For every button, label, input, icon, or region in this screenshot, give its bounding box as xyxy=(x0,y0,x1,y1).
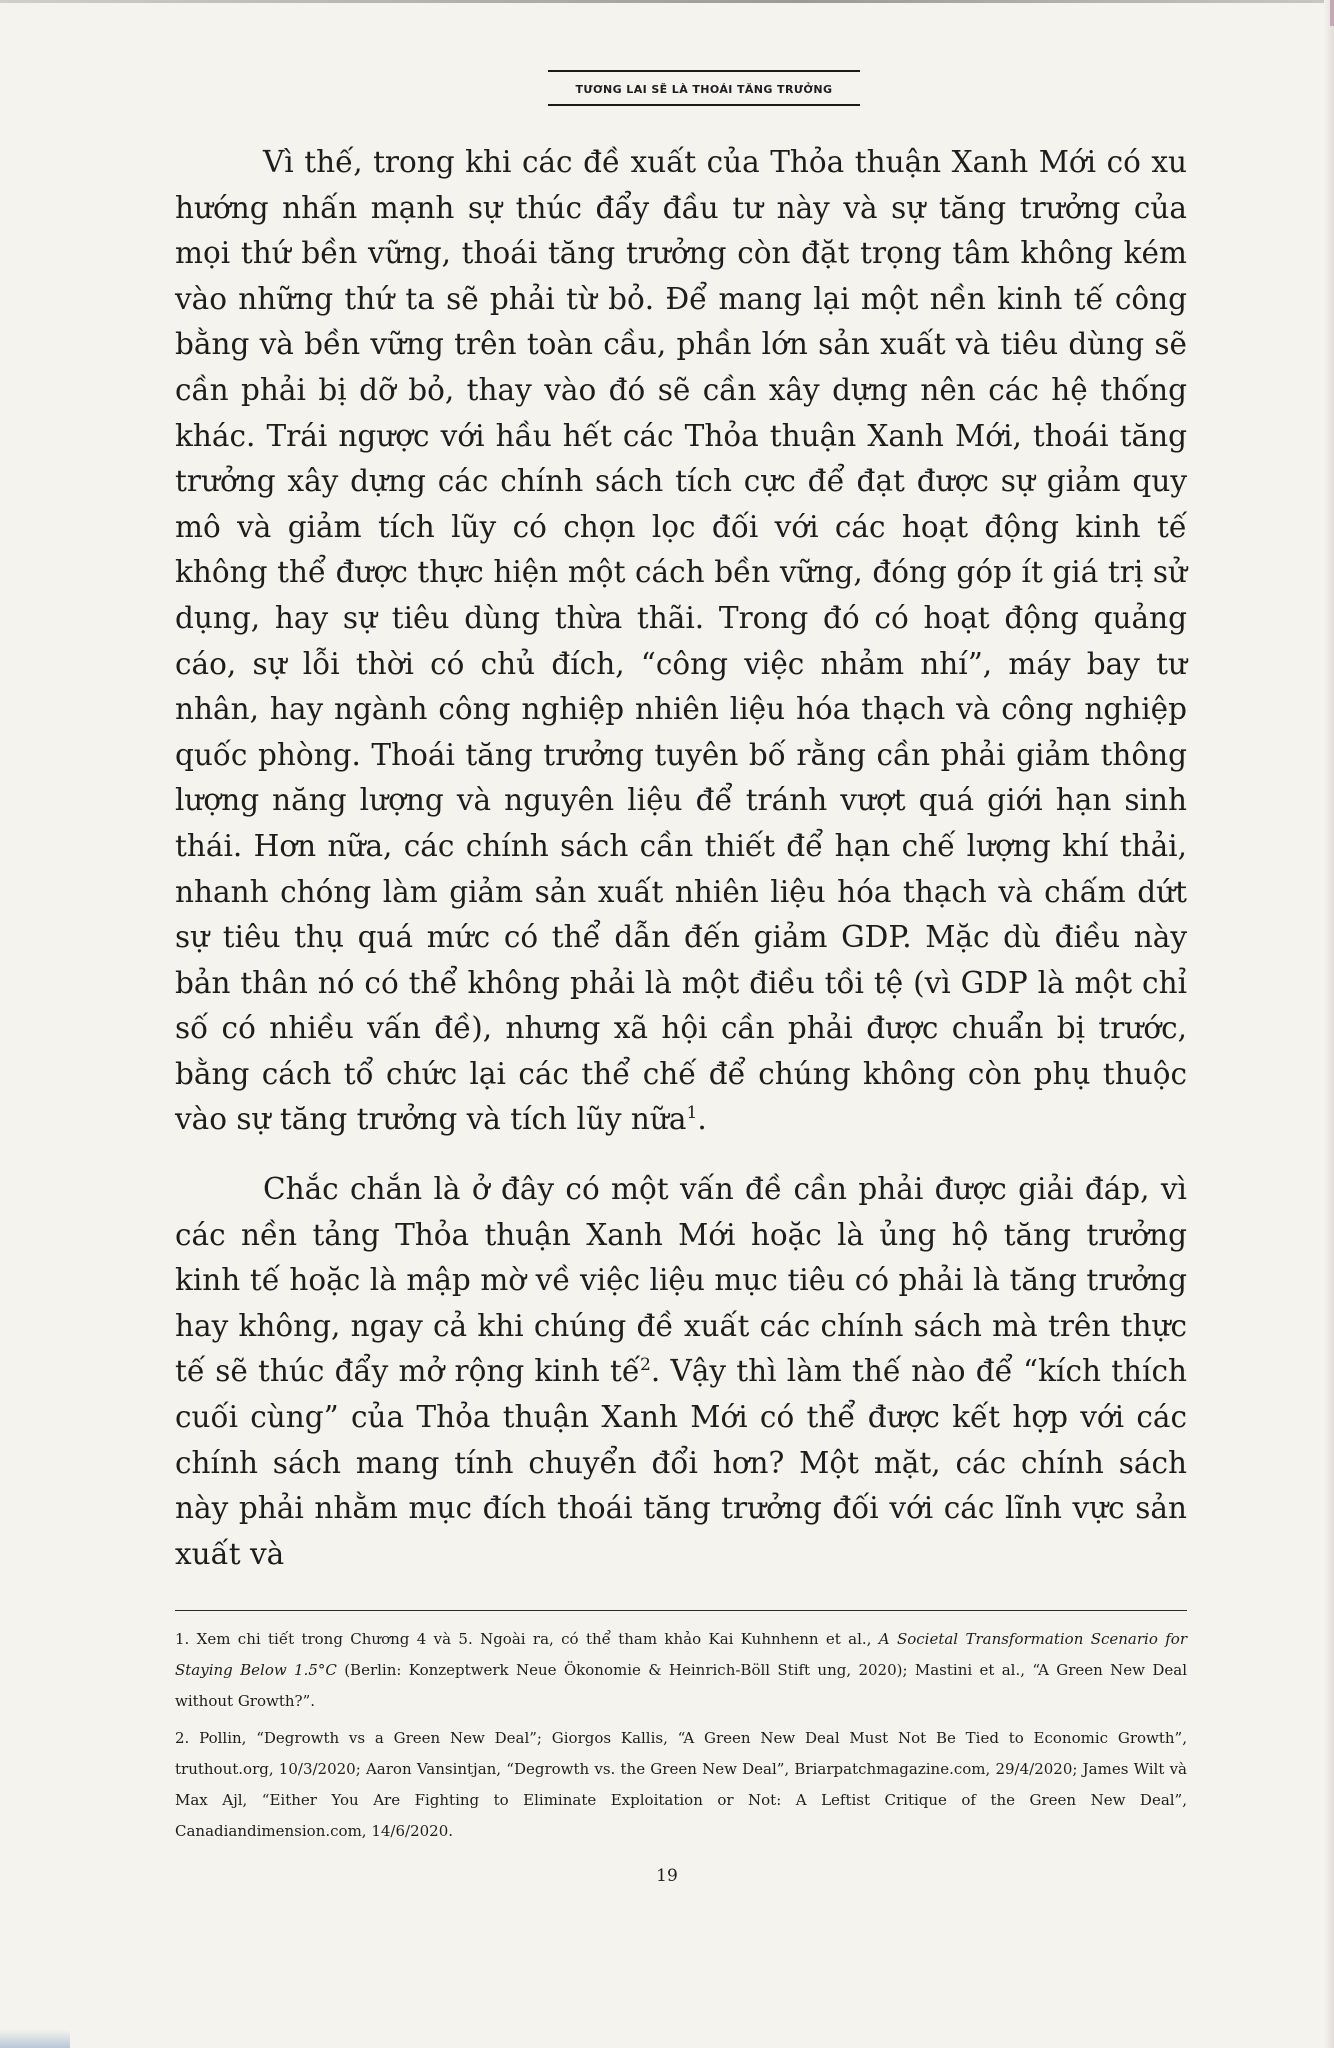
footnote-ref-1: 1 xyxy=(686,1103,698,1124)
footnote-ref-2: 2 xyxy=(639,1355,651,1376)
page-number: 19 xyxy=(656,1866,678,1886)
footnote-1-part-1: 1. Xem chi tiết trong Chương 4 và 5. Ngoài ra, có thể tham khảo Kai Kuhnhenn et al., xyxy=(175,1630,879,1648)
paragraph-2-text-a: Chắc chắn là ở đây có một vấn đề cần phải được giải đáp, vì các nền tảng Thỏa thuận Xanh Mới hoặc là ủng hộ tăng trưởng kinh tế hoặc là mập mờ về việc liệu mục tiêu có phải là tăng trưởng hay không, ngay cả khi chúng đề xuất các chính sách mà trên thực tế sẽ thúc đẩy mở rộng kinh tế xyxy=(175,1172,1187,1389)
footnote-1-title: A Societal Transformation Scenario for Staying Below 1.5°C xyxy=(175,1630,1187,1679)
footnote-1 xyxy=(175,1624,1187,1717)
body-text xyxy=(175,140,1187,1577)
paragraph-1-text: Vì thế, trong khi các đề xuất của Thỏa thuận Xanh Mới có xu hướng nhấn mạnh sự thúc đẩy đầu tư này và sự tăng trưởng của mọi thứ bền vững, thoái tăng trưởng còn đặt trọng tâm không kém vào những thứ ta sẽ phải từ bỏ. Để mang lại một nền kinh tế công bằng và bền vững trên toàn cầu, phần lớn sản xuất và tiêu dùng sẽ cần phải bị dỡ bỏ, thay vào đó sẽ cần xây dựng nên các hệ thống khác. Trái ngược với hầu hết các Thỏa thuận Xanh Mới, thoái tăng trưởng xây dựng các chính sách tích cực để đạt được sự giảm quy mô và giảm tích lũy có chọn lọc đối với các hoạt động kinh tế không thể được thực hiện một cách bền vững, đóng góp ít giá trị sử dụng, hay sự tiêu dùng thừa thãi. Trong đó có hoạt động quảng cáo, sự lỗi thời có chủ đích, “công việc nhảm nhí”, máy bay tư nhân, hay ngành công nghiệp nhiên liệu hóa thạch và công nghiệp quốc phòng. Thoái tăng trưởng tuyên bố rằng cần phải giảm thông lượng năng lượng và nguyên liệu để tránh vượt quá giới hạn sinh thái. Hơn nữa, các chính sách cần thiết để hạn chế lượng khí thải, nhanh chóng làm giảm sản xuất nhiên liệu hóa thạch và chấm dứt sự tiêu thụ quá mức có thể dẫn đến giảm GDP. Mặc dù điều này bản thân nó có thể không phải là một điều tồi tệ (vì GDP là một chỉ số có nhiều vấn đề), nhưng xã hội cần phải được chuẩn bị trước, bằng cách tổ chức lại các thể chế để chúng không còn phụ thuộc vào sự tăng trưởng và tích lũy nữa xyxy=(175,145,1187,1137)
running-head: TƯƠNG LAI SẼ LÀ THOÁI TĂNG TRƯỞNG xyxy=(548,70,860,106)
footnote-2: 2. Pollin, “Degrowth vs a Green New Deal”; Giorgos Kallis, “A Green New Deal Must Not Be Tied to Economic Growth”, truthout.org, 10/3/2020; Aaron Vansintjan, “Degrowth vs. the Green New Deal”, Briarpatchmagazine.com, 29/4/2020; James Wilt và Max Ajl, “Either You Are Fighting to Eliminate Exploitation or Not: A Leftist Critique of the Green New Deal”, Canadiandimension.com, 14/6/2020. xyxy=(175,1729,1187,1840)
paragraph-1: Vì thế, trong khi các đề xuất của Thỏa thuận Xanh Mới có xu hướng nhấn mạnh sự thúc đẩy đầu tư này và sự tăng trưởng của mọi thứ bền vững, thoái tăng trưởng còn đặt trọng tâm không kém vào những thứ ta sẽ phải từ bỏ. Để mang lại một nền kinh tế công bằng và bền vững trên toàn cầu, phần lớn sản xuất và tiêu dùng sẽ cần phải bị dỡ bỏ, thay vào đó sẽ cần xây dựng nên các hệ thống khác. Trái ngược với hầu hết các Thỏa thuận Xanh Mới, thoái tăng trưởng xây dựng các chính sách tích cực để đạt được sự giảm quy mô và giảm tích lũy có chọn lọc đối với các hoạt động kinh tế không thể được thực hiện một cách bền vững, đóng góp ít giá trị sử dụng, hay sự tiêu dùng thừa thãi. Trong đó có hoạt động quảng cáo, sự lỗi thời có chủ đích, “công việc nhảm nhí”, máy bay tư nhân, hay ngành công nghiệp nhiên liệu hóa thạch và công nghiệp quốc phòng. Thoái tăng trưởng tuyên bố rằng cần phải giảm thông lượng năng lượng và nguyên liệu để tránh vượt quá giới hạn sinh thái. Hơn nữa, các chính sách cần thiết để hạn chế lượng khí thải, nhanh chóng làm giảm sản xuất nhiên liệu hóa thạch và chấm dứt sự tiêu thụ quá mức có thể dẫn đến giảm GDP. Mặc dù điều này bản thân nó có thể không phải là một điều tồi tệ (vì GDP là một chỉ số có nhiều vấn đề), nhưng xã hội cần phải được chuẩn bị trước, bằng cách tổ chức lại các thể chế để chúng không còn phụ thuộc vào sự tăng trưởng và tích lũy nữa$^1$. xyxy=(175,145,1187,1137)
footnote-divider xyxy=(175,1610,1187,1611)
scan-top-edge xyxy=(0,0,1334,3)
paragraph-2 xyxy=(175,1167,1187,1577)
scan-right-edge xyxy=(1324,0,1334,2048)
paragraph-2-text-b: . Vậy thì làm thế nào để “kích thích cuối cùng” của Thỏa thuận Xanh Mới có thể được kết hợp với các chính sách mang tính chuyển đổi hơn? Một mặt, các chính sách này phải nhằm mục đích thoái tăng trưởng đối với các lĩnh vực sản xuất và xyxy=(175,1354,1188,1571)
scan-corner-shadow xyxy=(0,2030,70,2048)
scan-edge-mark xyxy=(1330,0,1334,26)
footnote-1-part-2: (Berlin: Konzeptwerk Neue Ökonomie & Heinrich-Böll Stift ung, 2020); Mastini et al., “A Green New Deal without Growth?”. xyxy=(175,1661,1187,1710)
footnotes xyxy=(175,1624,1187,1847)
